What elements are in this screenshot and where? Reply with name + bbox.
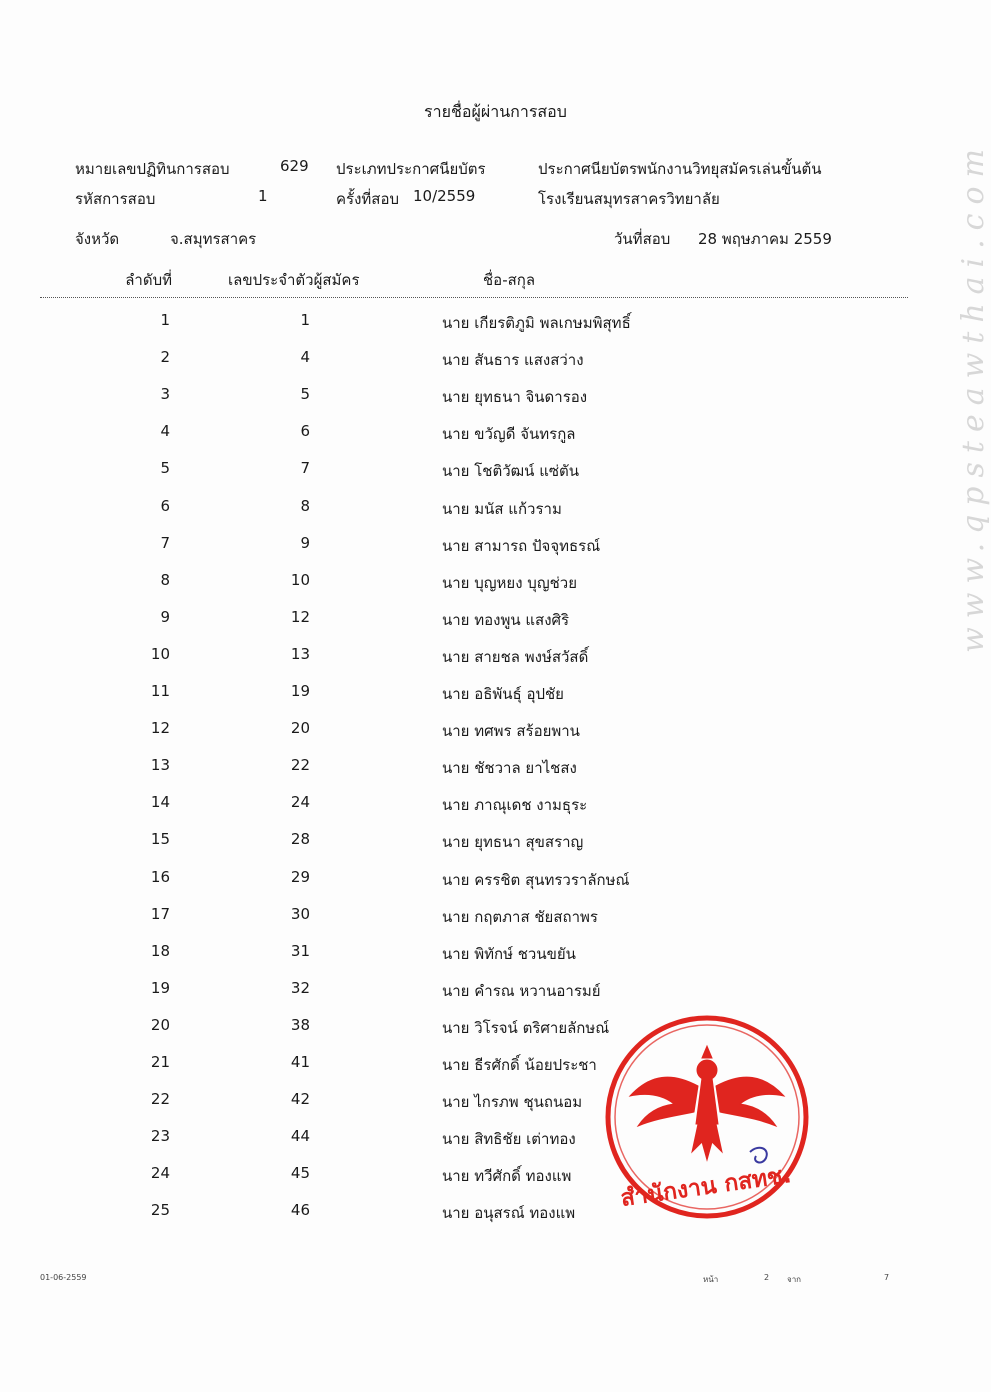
round-value: 10/2559 (413, 187, 476, 205)
row-no: 11 (150, 682, 170, 700)
stamp-text: สำนักงาน กสทช. (619, 1162, 793, 1212)
row-no: 19 (150, 978, 170, 997)
row-name: นาย วิโรจน์ ตริศายลักษณ์ (442, 1018, 610, 1037)
row-name: นาย ทองพูน แสงศิริ (442, 610, 570, 629)
row-name: นาย กฤตภาส ชัยสถาพร (442, 907, 598, 926)
row-name: นาย ทศพร สร้อยพาน (442, 722, 580, 741)
province-value: จ.สมุทรสาคร (170, 230, 257, 248)
official-stamp (602, 1012, 812, 1222)
row-name: นาย ทวีศักดิ์ ทองแพ (442, 1167, 572, 1186)
table-row (0, 1090, 991, 1120)
row-name: นาย สันธาร แสงสว่าง (442, 351, 584, 370)
row-applicant-no: 7 (300, 459, 310, 478)
row-applicant-no: 29 (290, 867, 310, 886)
row-applicant-no: 5 (300, 385, 310, 404)
row-no: 4 (160, 422, 170, 441)
table-row (0, 497, 991, 527)
table-row (0, 793, 991, 823)
row-name: นาย ไกรภพ ชุนถนอม (442, 1093, 583, 1112)
page-current: 2 (764, 1273, 770, 1282)
table-row (0, 311, 991, 341)
column-header-no: ลำดับที่ (125, 271, 172, 289)
row-no: 25 (150, 1201, 170, 1220)
row-no: 17 (150, 904, 170, 923)
row-applicant-no: 1 (300, 311, 310, 329)
row-applicant-no: 6 (300, 422, 310, 441)
row-no: 12 (150, 719, 170, 738)
row-no: 6 (160, 496, 170, 515)
table-row (0, 868, 991, 898)
row-applicant-no: 22 (290, 756, 310, 775)
page-total: 7 (884, 1273, 890, 1282)
row-name: นาย สามารถ ปัจจุทธรณ์ (442, 536, 601, 555)
row-applicant-no: 41 (290, 1053, 310, 1071)
table-row (0, 942, 991, 972)
row-no: 24 (150, 1164, 170, 1183)
cert-type-label: ประเภทประกาศนียบัตร (336, 160, 486, 178)
print-date: 01-06-2559 (40, 1273, 87, 1282)
row-no: 22 (150, 1090, 170, 1109)
page-label: หน้า (703, 1275, 719, 1284)
row-name: นาย ภาณุเดช งามธุระ (442, 796, 588, 815)
row-name: นาย อนุสรณ์ ทองแพ (442, 1204, 576, 1223)
table-row (0, 385, 991, 415)
row-no: 10 (150, 644, 170, 663)
table-row (0, 571, 991, 601)
cert-type-value: ประกาศนียบัตรพนักงานวิทยุสมัครเล่นขั้นต้น (538, 160, 822, 178)
table-row (0, 1053, 991, 1083)
row-name: นาย ครรชิต สุนทรวราลักษณ์ (442, 870, 630, 889)
round-label: ครั้งที่สอบ (336, 190, 399, 208)
table-row (0, 422, 991, 452)
table-row (0, 1201, 991, 1231)
row-applicant-no: 30 (290, 904, 310, 923)
row-no: 18 (150, 941, 170, 960)
table-row (0, 348, 991, 378)
row-name: นาย ยุทธนา จินดารอง (442, 388, 588, 407)
province-label: จังหวัด (75, 230, 120, 248)
row-name: นาย สายชล พงษ์สวัสดิ์ (442, 647, 589, 666)
table-row (0, 830, 991, 860)
row-no: 2 (160, 348, 170, 367)
exam-code-label: รหัสการสอบ (75, 190, 156, 208)
row-name: นาย โชติวัฒน์ แซ่ตัน (442, 462, 580, 481)
row-applicant-no: 42 (290, 1090, 310, 1109)
row-no: 13 (150, 756, 170, 775)
column-header-applicant-no: เลขประจำตัวผู้สมัคร (228, 271, 360, 289)
row-name: นาย ยุทธนา สุขสราญ (442, 833, 584, 852)
row-applicant-no: 4 (300, 348, 310, 367)
row-name: นาย ชัชวาล ยาไชสง (442, 759, 577, 778)
row-applicant-no: 31 (290, 941, 310, 960)
row-applicant-no: 45 (290, 1164, 310, 1183)
table-row (0, 1127, 991, 1157)
row-no: 3 (160, 385, 170, 404)
permit-label: หมายเลขปฏิทินการสอบ (75, 160, 230, 178)
row-applicant-no: 38 (290, 1015, 310, 1034)
garuda-emblem-icon (630, 1046, 784, 1160)
table-row (0, 905, 991, 935)
row-no: 5 (160, 459, 170, 478)
row-no: 7 (160, 533, 170, 552)
row-name: นาย ธีรศักดิ์ น้อยประชา (442, 1056, 597, 1074)
table-row (0, 645, 991, 675)
table-row (0, 1016, 991, 1046)
row-no: 21 (150, 1053, 170, 1071)
row-applicant-no: 32 (290, 978, 310, 997)
row-applicant-no: 44 (290, 1127, 310, 1146)
table-row (0, 608, 991, 638)
exam-code-value: 1 (258, 187, 268, 205)
of-label: จาก (787, 1275, 802, 1284)
website-watermark: www.qpsteawthai.com (956, 140, 991, 653)
row-applicant-no: 20 (290, 719, 310, 738)
date-label: วันที่สอบ (614, 230, 671, 248)
row-no: 9 (160, 607, 170, 626)
venue: โรงเรียนสมุทรสาครวิทยาลัย (538, 190, 720, 208)
row-applicant-no: 13 (290, 644, 310, 663)
row-no: 20 (150, 1015, 170, 1034)
date-value: 28 พฤษภาคม 2559 (698, 230, 832, 248)
table-row (0, 756, 991, 786)
row-name: นาย พิทักษ์ ชวนขยัน (442, 944, 576, 963)
row-name: นาย มนัส แก้วราม (442, 499, 562, 518)
header-divider (40, 297, 908, 298)
table-row (0, 719, 991, 749)
row-applicant-no: 28 (290, 830, 310, 849)
row-no: 8 (160, 570, 170, 589)
row-applicant-no: 46 (290, 1201, 310, 1220)
row-no: 23 (150, 1127, 170, 1146)
row-no: 14 (150, 793, 170, 812)
row-applicant-no: 24 (290, 793, 310, 812)
row-name: นาย บุญหยง บุญช่วย (442, 573, 577, 592)
row-applicant-no: 9 (300, 533, 310, 552)
table-row (0, 534, 991, 564)
table-row (0, 682, 991, 712)
row-no: 16 (150, 867, 170, 886)
row-name: นาย อธิพันธุ์ อุปชัย (442, 685, 564, 703)
row-name: นาย เกียรติภูมิ พลเกษมพิสุทธิ์ (442, 314, 631, 332)
table-row (0, 459, 991, 489)
row-no: 15 (150, 830, 170, 849)
row-name: นาย คำรณ หวานอารมย์ (442, 981, 601, 1000)
row-name: นาย สิทธิชัย เต่าทอง (442, 1130, 576, 1149)
row-applicant-no: 19 (290, 682, 310, 700)
row-applicant-no: 8 (300, 496, 310, 515)
page-title: รายชื่อผู้ผ่านการสอบ (424, 102, 567, 121)
row-applicant-no: 10 (290, 570, 310, 589)
row-no: 1 (160, 311, 170, 329)
column-header-name: ชื่อ-สกุล (483, 271, 536, 289)
row-name: นาย ขวัญดี จันทรกูล (442, 425, 576, 444)
table-row (0, 979, 991, 1009)
permit-value: 629 (280, 157, 309, 175)
row-applicant-no: 12 (290, 607, 310, 626)
table-row (0, 1164, 991, 1194)
